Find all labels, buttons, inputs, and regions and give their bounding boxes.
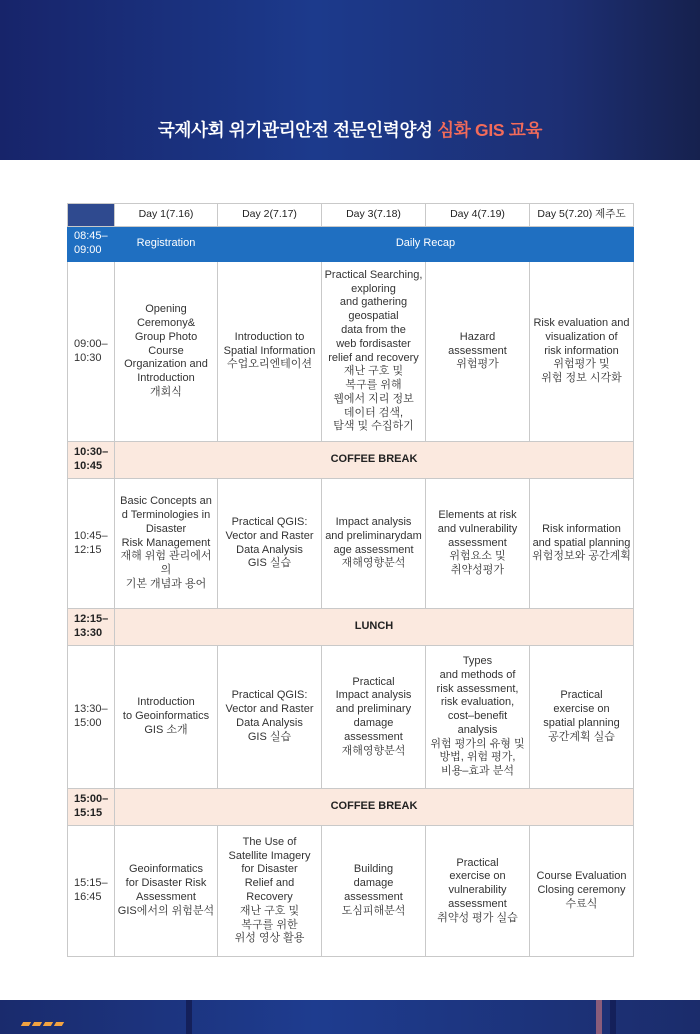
session-cell bbox=[322, 479, 426, 609]
session-cell bbox=[426, 262, 530, 442]
session-cell bbox=[218, 826, 322, 957]
coffee-break-label: COFFEE BREAK bbox=[115, 789, 634, 826]
session-cell bbox=[322, 646, 426, 789]
cell-line: Risk evaluation and bbox=[533, 317, 630, 329]
cell-line: d Terminologies in bbox=[121, 509, 211, 521]
cell-line: Practical QGIS: bbox=[231, 689, 308, 702]
cell-line: Vector and Raster bbox=[225, 703, 314, 716]
session-row bbox=[68, 826, 634, 957]
cell-line: 기본 개념과 용어 bbox=[125, 577, 207, 590]
day-header: Day 4(7.19) bbox=[426, 204, 530, 227]
cell-line: Practical QGIS: bbox=[231, 515, 308, 528]
cell-line: Practical bbox=[456, 856, 499, 869]
footer-dots bbox=[22, 1013, 66, 1021]
cell-line: age assessment bbox=[333, 543, 414, 556]
cell-line: Data Analysis bbox=[236, 717, 303, 729]
cell-line: assessment bbox=[344, 730, 403, 743]
cell-line: relief and recovery bbox=[328, 351, 419, 364]
cell-line: 재해영향분석 bbox=[341, 557, 406, 570]
cell-line: 데이터 검색, bbox=[343, 406, 404, 419]
cell-line: data from the bbox=[341, 323, 406, 336]
schedule-table bbox=[67, 203, 634, 957]
session-row bbox=[68, 646, 634, 789]
cell-line: and gathering bbox=[339, 296, 408, 309]
session-cell bbox=[115, 646, 218, 789]
cell-line: 도심피해분석 bbox=[341, 904, 406, 917]
day-header: Day 1(7.16) bbox=[115, 204, 218, 227]
cell-line: 위험 정보 시각화 bbox=[541, 372, 622, 385]
cell-line: and methods of bbox=[439, 668, 516, 681]
cell-line: 방법, 위험 평가, bbox=[439, 751, 516, 764]
cell-line: The Use of bbox=[242, 835, 297, 848]
session-cell bbox=[218, 262, 322, 442]
time-cell: 13:30– 15:00 bbox=[68, 646, 115, 789]
cell-line: Hazard bbox=[459, 330, 496, 343]
cell-line: Closing ceremony bbox=[537, 884, 626, 897]
title-accent: 심화 GIS 교육 bbox=[437, 120, 543, 140]
corner-cell bbox=[68, 204, 115, 227]
cell-line: Opening bbox=[145, 303, 187, 316]
cell-line: web fordisaster bbox=[336, 337, 411, 350]
cell-line: Practical Searching, bbox=[324, 268, 423, 281]
daily-recap-cell: Daily Recap bbox=[218, 227, 634, 262]
break-row bbox=[68, 789, 634, 826]
session-cell bbox=[218, 646, 322, 789]
cell-line: damage bbox=[353, 717, 394, 729]
cell-line: risk evaluation, bbox=[440, 696, 515, 709]
cell-line: exploring bbox=[351, 282, 396, 295]
cell-line: and spatial planning bbox=[532, 536, 631, 549]
cell-line: 개회식 bbox=[150, 385, 182, 398]
cell-line: for Disaster Risk bbox=[125, 877, 207, 890]
cell-line: Practical bbox=[560, 689, 603, 702]
cell-line: 복구를 위해 bbox=[345, 379, 402, 392]
cell-line: Elements at risk bbox=[438, 509, 517, 521]
session-cell bbox=[530, 826, 634, 957]
cell-line: vulnerability bbox=[448, 884, 507, 897]
cell-line: Vector and Raster bbox=[225, 529, 314, 542]
decor-dot bbox=[32, 1022, 42, 1026]
session-cell bbox=[115, 262, 218, 442]
cell-line: Impact analysis bbox=[335, 515, 412, 528]
cell-line: Recovery bbox=[246, 891, 293, 903]
session-cell bbox=[322, 262, 426, 442]
cell-line: Data Analysis bbox=[236, 543, 303, 556]
cell-line: Introduction bbox=[137, 372, 195, 385]
cell-line: cost–benefit bbox=[447, 710, 508, 723]
day-header: Day 2(7.17) bbox=[218, 204, 322, 227]
footer-stripe bbox=[610, 1000, 616, 1034]
session-cell bbox=[115, 479, 218, 609]
time-cell: 10:45– 12:15 bbox=[68, 479, 115, 609]
cell-line: visualization of bbox=[545, 330, 618, 343]
cell-line: Types bbox=[462, 654, 493, 667]
footer-stripe bbox=[186, 1000, 192, 1034]
session-cell bbox=[426, 646, 530, 789]
lunch-label: LUNCH bbox=[115, 609, 634, 646]
time-cell: 15:00– 15:15 bbox=[68, 789, 115, 826]
cell-line: Satellite Imagery bbox=[228, 849, 311, 862]
cell-line: assessment bbox=[448, 344, 507, 357]
lunch-row bbox=[68, 609, 634, 646]
cell-line: Relief and bbox=[244, 877, 295, 890]
cell-line: Impact analysis bbox=[335, 689, 412, 702]
cell-line: 취약성평가 bbox=[450, 564, 505, 577]
cell-line: and vulnerability bbox=[437, 522, 518, 535]
session-cell bbox=[426, 479, 530, 609]
cell-line: 재난 구호 및 bbox=[239, 904, 300, 917]
time-cell: 08:45– 09:00 bbox=[68, 227, 115, 262]
cell-line: exercise on bbox=[449, 870, 506, 883]
cell-line: 수업오리엔테이션 bbox=[226, 358, 312, 371]
cell-line: analysis bbox=[457, 723, 498, 736]
registration-cell: Registration bbox=[115, 227, 218, 262]
cell-line: to Geoinformatics bbox=[122, 710, 210, 723]
cell-line: 위험평가 bbox=[456, 358, 499, 371]
cell-line: 재해 위험 관리에서의 bbox=[120, 550, 212, 577]
cell-line: 위험요소 및 bbox=[449, 550, 506, 563]
time-cell: 10:30– 10:45 bbox=[68, 442, 115, 479]
cell-line: Risk Management bbox=[121, 536, 211, 549]
page-title bbox=[0, 117, 700, 142]
decor-dot bbox=[54, 1022, 64, 1026]
time-cell: 09:00– 10:30 bbox=[68, 262, 115, 442]
cell-line: 비용–효과 분석 bbox=[441, 765, 514, 778]
cell-line: Organization and bbox=[124, 358, 208, 371]
decor-dot bbox=[21, 1022, 31, 1026]
cell-line: geospatial bbox=[348, 310, 399, 323]
cell-line: 복구를 위한 bbox=[241, 918, 298, 931]
recap-row bbox=[68, 227, 634, 262]
cell-line: 위험정보와 공간계획 bbox=[532, 550, 631, 563]
coffee-break-label: COFFEE BREAK bbox=[115, 442, 634, 479]
session-cell bbox=[530, 262, 634, 442]
cell-line: GIS 소개 bbox=[144, 723, 188, 736]
cell-line: Group Photo bbox=[134, 330, 198, 343]
session-cell bbox=[426, 826, 530, 957]
cell-line: damage bbox=[353, 877, 394, 890]
cell-line: Introduction to bbox=[234, 330, 305, 343]
cell-line: 수료식 bbox=[565, 897, 598, 910]
cell-line: and preliminary bbox=[335, 703, 412, 716]
cell-line: 탐색 및 수집하기 bbox=[333, 420, 414, 433]
footer-stripe bbox=[596, 1000, 602, 1034]
day-header: Day 3(7.18) bbox=[322, 204, 426, 227]
cell-line: GIS 실습 bbox=[247, 730, 292, 743]
session-cell bbox=[530, 646, 634, 789]
session-cell bbox=[530, 479, 634, 609]
session-cell bbox=[115, 826, 218, 957]
decor-dot bbox=[43, 1022, 53, 1026]
cell-line: 재해영향분석 bbox=[341, 744, 406, 757]
time-cell: 12:15– 13:30 bbox=[68, 609, 115, 646]
cell-line: 취약성 평가 실습 bbox=[437, 911, 518, 924]
cell-line: Basic Concepts an bbox=[120, 495, 212, 508]
header-row bbox=[68, 204, 634, 227]
break-row bbox=[68, 442, 634, 479]
session-row bbox=[68, 479, 634, 609]
cell-line: exercise on bbox=[553, 703, 610, 716]
cell-line: 공간계획 실습 bbox=[548, 730, 615, 743]
cell-line: 위성 영상 활용 bbox=[234, 932, 305, 945]
footer-band bbox=[0, 1000, 700, 1034]
session-cell bbox=[218, 479, 322, 609]
cell-line: Geoinformatics bbox=[129, 863, 203, 876]
cell-line: Building bbox=[353, 863, 394, 876]
cell-line: 위험평가 및 bbox=[553, 358, 610, 371]
cell-line: assessment bbox=[344, 891, 403, 903]
cell-line: Assessment bbox=[136, 891, 196, 903]
cell-line: Course Evaluation bbox=[536, 870, 627, 883]
cell-line: GIS에서의 위험분석 bbox=[117, 904, 215, 917]
cell-line: Disaster bbox=[145, 522, 187, 535]
header-banner bbox=[0, 0, 700, 160]
cell-line: Risk information bbox=[542, 522, 621, 535]
cell-line: 재난 구호 및 bbox=[343, 365, 404, 378]
cell-line: 위험 평가의 유형 및 bbox=[430, 737, 525, 750]
cell-line: GIS 실습 bbox=[247, 557, 292, 570]
cell-line: assessment bbox=[448, 897, 507, 910]
cell-line: Practical bbox=[352, 675, 395, 688]
time-cell: 15:15– 16:45 bbox=[68, 826, 115, 957]
session-cell bbox=[322, 826, 426, 957]
cell-line: assessment bbox=[448, 536, 507, 549]
cell-line: Introduction bbox=[137, 696, 195, 709]
cell-line: Course bbox=[148, 344, 184, 357]
cell-line: Ceremony& bbox=[136, 317, 196, 329]
cell-line: spatial planning bbox=[543, 717, 620, 729]
cell-line: and preliminarydam bbox=[325, 529, 422, 542]
cell-line: risk information bbox=[544, 344, 619, 357]
cell-line: for Disaster bbox=[241, 863, 298, 876]
cell-line: risk assessment, bbox=[436, 682, 519, 695]
cell-line: 웹에서 지리 정보 bbox=[333, 392, 414, 405]
day-header: Day 5(7.20) 제주도 bbox=[530, 204, 634, 227]
session-row bbox=[68, 262, 634, 442]
cell-line: Spatial Information bbox=[223, 344, 316, 357]
title-main: 국제사회 위기관리안전 전문인력양성 bbox=[157, 120, 438, 140]
